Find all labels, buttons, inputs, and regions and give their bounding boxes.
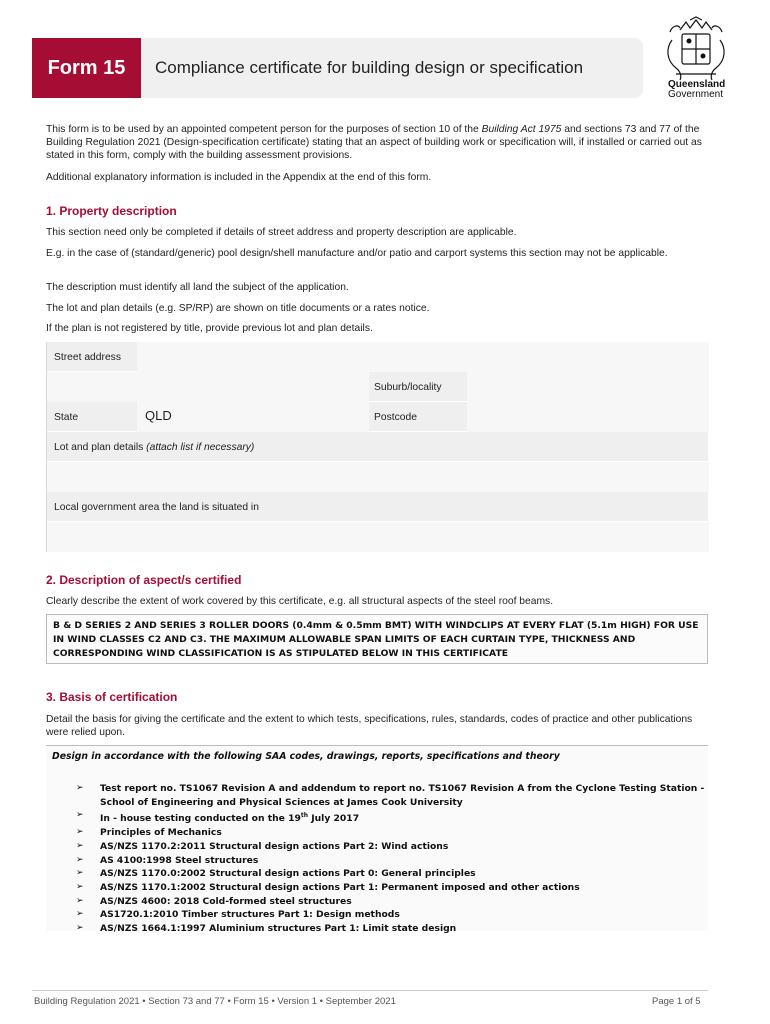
arrow-bullet-icon: ➢ bbox=[76, 854, 84, 865]
list-item-text: AS 4100:1998 Steel structures bbox=[100, 854, 259, 866]
list-item bbox=[76, 854, 708, 868]
aspect-description-field[interactable]: B & D SERIES 2 AND SERIES 3 ROLLER DOORS (0.4mm & 0.5mm BMT) WITH WINDCLIPS AT EVERY FLAT (5.1m HIGH) FOR USE IN WIND CLASSES C2 AND C3. THE MAXIMUM ALLOWABLE SPAN LIMITS OF EACH CURTAIN TYPE, THICKNESS AND CORRESPONDING WIND CLASSIFICATION IS AS STIPULATED BELOW IN THIS CERTIFICATE bbox=[46, 614, 708, 664]
postcode-label: Postcode bbox=[374, 412, 417, 423]
list-item bbox=[76, 840, 708, 854]
arrow-bullet-icon: ➢ bbox=[76, 923, 84, 934]
form-number-badge: Form 15 bbox=[32, 38, 141, 98]
list-item-text: Test report no. TS1067 Revision A and addendum to report no. TS1067 Revision A from the Cyclone Testing Station - School of Engineering and Physical Sciences at James Cook University bbox=[100, 783, 705, 808]
list-item bbox=[76, 782, 708, 809]
arrow-bullet-icon: ➢ bbox=[76, 810, 84, 821]
lot-plan-field[interactable] bbox=[47, 462, 709, 492]
lga-field[interactable] bbox=[47, 522, 709, 552]
queensland-government-wordmark bbox=[668, 80, 725, 100]
section-2-instruction: Clearly describe the extent of work covered by this certificate, e.g. all structural aspects of the steel roof beams. bbox=[46, 596, 554, 607]
street-address-label: Street address bbox=[54, 352, 121, 363]
footer-citation: Building Regulation 2021 • Section 73 and 77 • Form 15 • Version 1 • September 2021 bbox=[34, 996, 396, 1007]
logo-line-government: Government bbox=[668, 89, 724, 100]
section-3-instruction: Detail the basis for giving the certificate and the extent to which tests, specifications, rules, standards, codes of practice and other publications were relied upon. bbox=[46, 714, 693, 738]
intro-text-a: This form is to be used by an appointed competent person for the purposes of section 10 of the bbox=[46, 124, 482, 135]
list-item-text: AS/NZS 1664.1:1997 Aluminium structures Part 1: Limit state design bbox=[100, 923, 457, 935]
list-item bbox=[76, 867, 708, 881]
ordinal-suffix: th bbox=[300, 812, 309, 820]
list-item bbox=[76, 809, 708, 826]
arrow-bullet-icon: ➢ bbox=[76, 895, 84, 906]
street-address-line-2-field[interactable] bbox=[47, 372, 369, 402]
arrow-bullet-icon: ➢ bbox=[76, 827, 84, 838]
lga-label: Local government area the land is situated in bbox=[54, 502, 259, 513]
postcode-field[interactable] bbox=[467, 402, 709, 432]
section-1-para-1: This section need only be completed if details of street address and property description are applicable. bbox=[46, 227, 517, 238]
lga-input-row bbox=[47, 522, 709, 552]
lot-plan-label bbox=[54, 442, 254, 453]
section-3-heading: 3. Basis of certification bbox=[46, 690, 178, 704]
list-item-text: AS/NZS 1170.0:2002 Structural design actions Part 0: General principles bbox=[100, 868, 476, 880]
list-item bbox=[76, 922, 708, 936]
list-item-text: AS/NZS 4600: 2018 Cold-formed steel structures bbox=[100, 895, 352, 907]
appendix-note: Additional explanatory information is included in the Appendix at the end of this form. bbox=[46, 172, 432, 183]
list-item-text-end: July 2017 bbox=[308, 813, 360, 825]
form-header bbox=[32, 38, 643, 98]
suburb-field[interactable] bbox=[467, 372, 709, 402]
section-1-para-3: The description must identify all land the subject of the application. bbox=[46, 282, 349, 293]
arrow-bullet-icon: ➢ bbox=[76, 840, 84, 851]
section-1-para-5: If the plan is not registered by title, provide previous lot and plan details. bbox=[46, 323, 373, 334]
page-number: Page 1 of 5 bbox=[652, 996, 701, 1007]
lot-plan-label-text: Lot and plan details bbox=[54, 442, 147, 453]
list-item-text: Principles of Mechanics bbox=[100, 827, 222, 839]
street-address-row bbox=[47, 342, 709, 372]
state-label: State bbox=[54, 412, 79, 423]
logo-line-queensland: Queensland bbox=[668, 79, 726, 90]
footer-divider bbox=[32, 990, 708, 991]
state-postcode-row bbox=[47, 402, 709, 432]
section-1-para-2: E.g. in the case of (standard/generic) pool design/shell manufacture and/or patio and carport systems this section may not be applicable. bbox=[46, 248, 668, 259]
section-1-para-4: The lot and plan details (e.g. SP/RP) are shown on title documents or a rates notice. bbox=[46, 303, 430, 314]
list-item-text: AS/NZS 1170.1:2002 Structural design actions Part 1: Permanent imposed and other actions bbox=[100, 881, 580, 893]
list-item bbox=[76, 826, 708, 840]
state-field[interactable] bbox=[137, 402, 369, 432]
intro-paragraph bbox=[46, 123, 706, 162]
suburb-row bbox=[47, 372, 709, 402]
list-item bbox=[76, 908, 708, 922]
suburb-label: Suburb/locality bbox=[374, 382, 442, 393]
arrow-bullet-icon: ➢ bbox=[76, 783, 84, 793]
property-description-table bbox=[46, 342, 708, 552]
street-address-field[interactable] bbox=[137, 342, 709, 372]
basis-of-certification-field[interactable] bbox=[46, 745, 708, 935]
arrow-bullet-icon: ➢ bbox=[76, 868, 84, 879]
arrow-bullet-icon: ➢ bbox=[76, 909, 84, 920]
state-value: QLD bbox=[145, 408, 172, 423]
intro-text-b: and sections 73 and 77 of the Building Regulation 2021 (Design-specification certificate) stating that an aspect of building work or specification will, if installed or carried out as stated in this form, comply with the building assessment provisions. bbox=[46, 124, 702, 161]
lot-plan-label-row bbox=[47, 432, 709, 462]
list-item-text: AS/NZS 1170.2:2011 Structural design actions Part 2: Wind actions bbox=[100, 840, 449, 852]
section-2-heading: 2. Description of aspect/s certified bbox=[46, 573, 242, 587]
list-item-text: In - house testing conducted on the 19 bbox=[100, 813, 301, 825]
arrow-bullet-icon: ➢ bbox=[76, 881, 84, 892]
form-title: Compliance certificate for building design or specification bbox=[141, 38, 643, 98]
act-name: Building Act 1975 bbox=[481, 124, 562, 135]
list-item bbox=[76, 881, 708, 895]
lot-plan-input-row bbox=[47, 462, 709, 492]
list-item-text: AS1720.1:2010 Timber structures Part 1: Design methods bbox=[100, 909, 400, 921]
lga-label-row bbox=[47, 492, 709, 522]
lot-plan-hint: (attach list if necessary) bbox=[146, 442, 255, 453]
list-item bbox=[76, 895, 708, 909]
basis-list bbox=[76, 782, 708, 936]
basis-title: Design in accordance with the following SAA codes, drawings, reports, specifications and theory bbox=[52, 751, 560, 762]
section-1-heading: 1. Property description bbox=[46, 204, 177, 218]
